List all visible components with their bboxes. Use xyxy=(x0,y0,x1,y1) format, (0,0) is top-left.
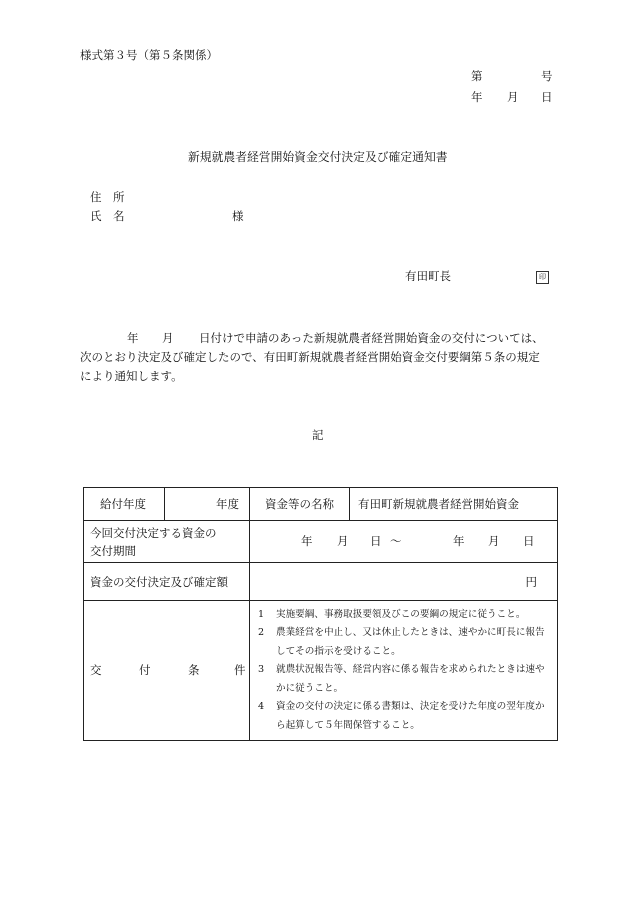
condition-text: 実施要綱、事務取扱要領及びこの要綱の規定に従うこと。 xyxy=(276,608,526,620)
period-tilde: ～ xyxy=(390,534,402,548)
seal-mark xyxy=(536,270,549,284)
fiscal-year-unit: 年度 xyxy=(165,488,250,521)
conditions-label-char: 交 xyxy=(90,662,102,677)
condition-number: 1 xyxy=(258,608,265,620)
list-item xyxy=(250,606,551,625)
list-item xyxy=(250,698,551,735)
amount-unit: 円 xyxy=(250,563,558,601)
doc-number-go: 号 xyxy=(541,69,553,83)
name-label: 氏 名 xyxy=(90,209,125,223)
conditions-label-cell xyxy=(84,601,250,741)
body-year: 年 xyxy=(127,331,139,345)
table-row xyxy=(84,488,558,521)
body-line-1: 日付けで申請のあった新規就農者経営開始資金の交付については、 xyxy=(199,331,544,345)
period-day-2: 日 xyxy=(523,534,535,548)
period-year-2: 年 xyxy=(453,534,465,548)
period-month-1: 月 xyxy=(337,534,349,548)
date-month: 月 xyxy=(507,90,519,104)
form-number: 様式第３号（第５条関係） xyxy=(80,48,218,62)
table-row xyxy=(84,601,558,741)
amount-label: 資金の交付決定及び確定額 xyxy=(84,563,250,601)
condition-text: 資金の交付の決定に係る書類は、決定を受けた年度の翌年度から起算して５年間保管すること。 xyxy=(276,701,545,731)
period-month-2: 月 xyxy=(488,534,500,548)
document-title: 新規就農者経営開始資金交付決定及び確定通知書 xyxy=(188,150,448,164)
conditions-table xyxy=(83,487,558,741)
sender-name: 有田町長 xyxy=(405,269,451,283)
body-line-3: により通知します。 xyxy=(80,369,183,383)
condition-text: 農業経営を中止し、又は休止したときは、速やかに町長に報告してその指示を受けること。 xyxy=(276,627,545,657)
period-value-cell xyxy=(250,521,558,563)
table-row xyxy=(84,563,558,601)
condition-number: 3 xyxy=(258,664,265,676)
conditions-label-char: 件 xyxy=(234,662,246,677)
fiscal-year-label: 給付年度 xyxy=(84,488,165,521)
period-label-line-2: 交付期間 xyxy=(90,543,136,558)
conditions-list xyxy=(250,606,551,736)
ki-heading: 記 xyxy=(312,428,324,442)
body-line-2: 次のとおり決定及び確定したので、有田町新規就農者経営開始資金交付要綱第５条の規定 xyxy=(80,350,540,364)
body-month: 月 xyxy=(162,331,174,345)
honorific: 様 xyxy=(232,209,244,223)
period-label-cell xyxy=(84,521,250,563)
fund-name-value: 有田町新規就農者経営開始資金 xyxy=(350,488,558,521)
conditions-label-char: 条 xyxy=(188,662,200,677)
doc-number-dai: 第 xyxy=(471,69,483,83)
condition-number: 4 xyxy=(258,701,265,713)
list-item xyxy=(250,624,551,661)
period-year-1: 年 xyxy=(301,534,313,548)
list-item xyxy=(250,661,551,698)
address-label: 住 所 xyxy=(90,190,125,204)
condition-text: 就農状況報告等、経営内容に係る報告を求められたときは速やかに従うこと。 xyxy=(276,664,545,694)
conditions-list-cell xyxy=(250,601,558,741)
seal-text: 印 xyxy=(536,271,549,284)
condition-number: 2 xyxy=(258,627,265,639)
period-day-1: 日 xyxy=(370,534,382,548)
date-year: 年 xyxy=(471,90,483,104)
date-day: 日 xyxy=(541,90,553,104)
fund-name-label: 資金等の名称 xyxy=(250,488,350,521)
conditions-label-char: 付 xyxy=(139,662,151,677)
table-row xyxy=(84,521,558,563)
period-label-line-1: 今回交付決定する資金の xyxy=(90,525,217,540)
